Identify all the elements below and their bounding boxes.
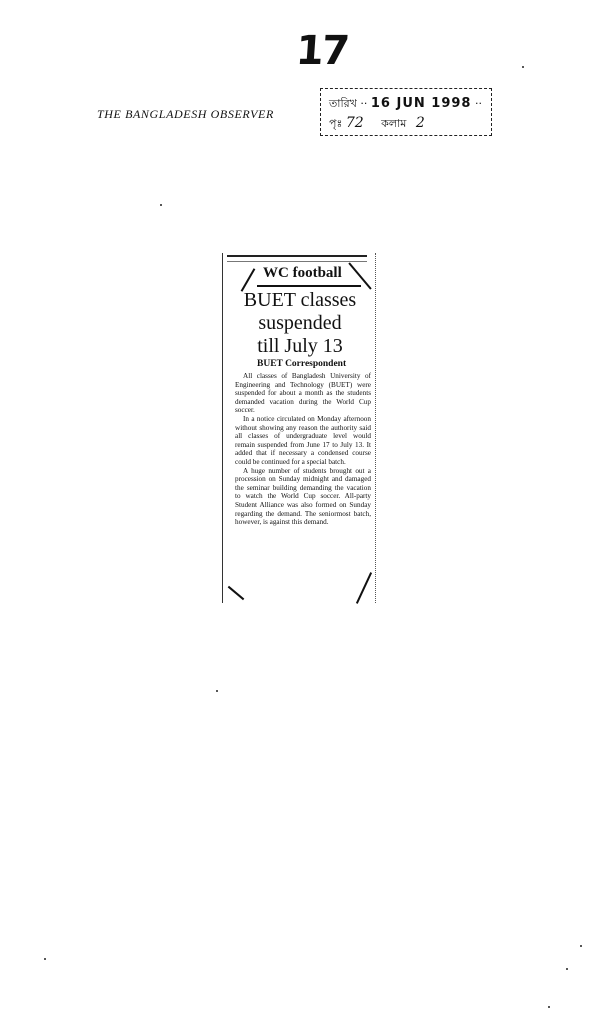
scan-speck: [160, 204, 162, 206]
newspaper-masthead: THE BANGLADESH OBSERVER: [97, 107, 274, 121]
headline-line: BUET classes: [243, 289, 357, 311]
byline: BUET Correspondent: [257, 359, 347, 369]
stamp-page-label: পৃঃ: [329, 117, 343, 130]
kicker: WC football: [263, 265, 342, 281]
scan-speck: [216, 690, 218, 692]
headline-line: suspended: [258, 312, 342, 334]
scan-speck: [580, 945, 582, 947]
page-number: 17: [294, 28, 350, 74]
stamp-page-row: [329, 115, 425, 134]
date-stamp: [320, 88, 492, 136]
newspaper-clipping: [222, 253, 376, 603]
stamp-date-label: তারিখ: [329, 97, 357, 110]
scan-speck: [566, 968, 568, 970]
scan-speck: [522, 66, 524, 68]
stamp-date-value: 16 JUN 1998: [370, 96, 472, 111]
headline-line: till July 13: [257, 335, 343, 357]
pen-stroke-mark: [228, 586, 245, 600]
article-paragraph: A huge number of students brought out a procession on Sunday midnight and damaged the seminar building demanding the vacation to watch the World Cup soccer. All-party Student Alliance was also formed on Sunday regarding the demand. The seniormost batch, however, is against this demand.: [235, 466, 371, 527]
headline: [233, 289, 367, 358]
stamp-date-row: তারিখ ·· 16 JUN 1998 ··: [329, 96, 482, 111]
article-paragraph: All classes of Bangladesh University of Engineering and Technology (BUET) were suspended for about a month as the students demanded vacation during the World Cup soccer.: [235, 372, 371, 415]
pen-stroke-mark: [356, 572, 372, 604]
article-body: [235, 372, 371, 527]
scan-speck: [44, 958, 46, 960]
scan-speck: [548, 1006, 550, 1008]
article-paragraph: In a notice circulated on Monday afternoon without showing any reason the authority said all classes of undergraduate level would remain suspended from June 17 to July 13. It added that if necessary a condensed course could be continued for a special batch.: [235, 414, 371, 466]
stamp-page-value: 72: [345, 115, 364, 131]
clipping-cut-edge: [227, 255, 367, 262]
stamp-column-label: কলাম: [381, 117, 407, 130]
stamp-column-value: 2: [415, 115, 425, 131]
